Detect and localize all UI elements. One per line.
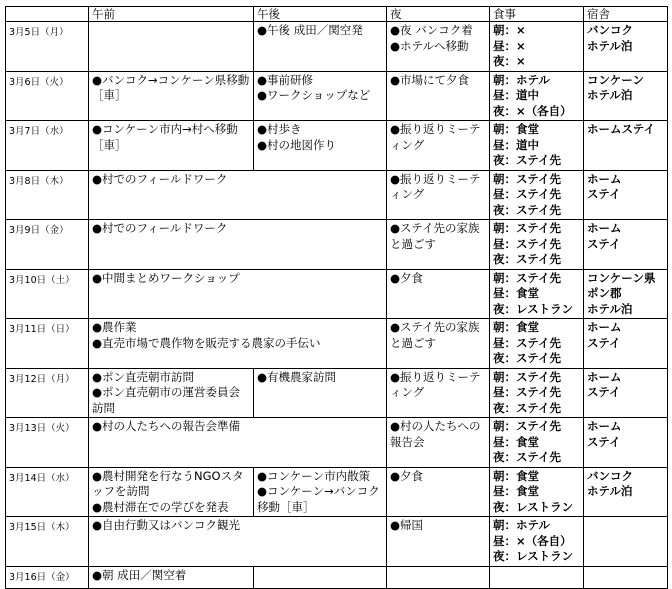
meals-cell — [490, 170, 584, 220]
morning-cell — [89, 368, 254, 418]
meals-cell — [490, 71, 584, 121]
meals-cell — [490, 517, 584, 567]
evening-cell — [387, 418, 490, 468]
lodging-cell-line: ポン郡 — [587, 286, 622, 300]
date-cell: 3月16日（金） — [6, 566, 89, 589]
lodging-cell — [584, 220, 668, 270]
meals-cell-line: 朝：ステイ先 — [493, 270, 561, 285]
date-cell: 3月13日（火） — [6, 418, 89, 468]
date-cell: 3月12日（月） — [6, 368, 89, 418]
evening-cell — [387, 121, 490, 171]
afternoon-cell-line: ●村歩き — [257, 122, 302, 136]
afternoon-cell-line: ●午後 成田／関空発 — [257, 23, 363, 37]
itinerary-table — [5, 6, 668, 589]
morning-cell — [89, 566, 254, 589]
evening-cell — [387, 22, 490, 72]
afternoon-cell-line: ●有機農家訪問 — [257, 369, 337, 384]
lodging-cell-line: ステイ — [587, 236, 621, 251]
meals-cell-line: 昼：×（各自） — [493, 533, 572, 548]
morning-cell — [89, 467, 254, 517]
meals-cell-line: 夜：ステイ先 — [493, 450, 561, 464]
meals-cell — [490, 418, 584, 468]
morning-cell — [89, 121, 254, 171]
evening-cell — [387, 319, 490, 369]
date-cell: 3月8日（木） — [6, 170, 89, 220]
meals-cell-line: 朝：食堂 — [493, 468, 539, 483]
meals-cell-line: 昼：道中 — [493, 137, 539, 152]
lodging-cell — [584, 467, 668, 517]
afternoon-cell-line: ●村の地図作り — [257, 137, 337, 152]
meals-cell-line: 昼：ステイ先 — [493, 335, 561, 350]
day-row — [6, 418, 668, 468]
lodging-cell-line: ホーム — [587, 171, 622, 186]
lodging-cell-line: ホテル泊 — [587, 88, 633, 102]
meals-cell-line: 朝：ホテル — [493, 72, 550, 87]
lodging-cell — [584, 418, 668, 468]
afternoon-cell — [254, 467, 387, 517]
lodging-cell — [584, 71, 668, 121]
morning-afternoon-cell-line: ●村でのフィールドワーク — [92, 221, 228, 235]
evening-cell-line: ●夜 バンコク着 — [390, 23, 473, 37]
meals-cell-line: 昼：食堂 — [493, 484, 539, 498]
lodging-cell — [584, 269, 668, 319]
day-row — [6, 467, 668, 517]
lodging-cell-line: ホーム — [587, 221, 622, 235]
lodging-cell-line: ホーム — [587, 369, 622, 384]
morning-cell-line: ●ポン直売朝市訪問 — [92, 369, 195, 384]
header-afternoon: 午後 — [254, 7, 387, 22]
meals-cell-line: 昼：食堂 — [493, 434, 539, 449]
meals-cell-line: 夜：ステイ先 — [493, 153, 561, 167]
header-evening: 夜 — [387, 7, 490, 22]
afternoon-cell-line: ●コンケーン市内散策 — [257, 468, 371, 483]
evening-cell-line: ●振り返りミーティング — [390, 171, 481, 201]
lodging-cell-line: コンケーン県 — [587, 270, 656, 285]
meals-cell-line: 朝：ステイ先 — [493, 171, 561, 186]
morning-afternoon-cell — [89, 220, 387, 270]
morning-afternoon-cell-line: ●自由行動又はバンコク観光 — [92, 518, 241, 532]
meals-cell-line: 昼：ステイ先 — [493, 236, 561, 251]
evening-cell — [387, 220, 490, 270]
morning-cell-line: ●ポン直売朝市の運営委員会訪問 — [92, 385, 241, 415]
meals-cell — [490, 368, 584, 418]
morning-afternoon-cell — [89, 170, 387, 220]
afternoon-cell — [254, 121, 387, 171]
morning-cell-line: ●バンコク→コンケーン県移動［車］ — [92, 72, 250, 102]
meals-cell-line: 夜：ステイ先 — [493, 400, 561, 415]
lodging-cell — [584, 170, 668, 220]
evening-cell-line: ●夕食 — [390, 468, 424, 483]
afternoon-cell — [254, 566, 387, 589]
afternoon-cell-line: ●コンケーン→バンコク移動［車］ — [257, 484, 380, 514]
meals-cell-line: 朝：ステイ先 — [493, 369, 561, 384]
header-lodging: 宿舎 — [584, 7, 668, 22]
lodging-cell-line: ホテル泊 — [587, 484, 633, 498]
lodging-cell — [584, 368, 668, 418]
morning-cell-line: ●コンケーン市内→村へ移動［車］ — [92, 122, 238, 152]
lodging-cell-line: ホテル泊 — [587, 301, 633, 316]
day-row — [6, 170, 668, 220]
afternoon-cell — [254, 71, 387, 121]
lodging-cell-line: ホテル泊 — [587, 38, 633, 53]
evening-cell — [387, 170, 490, 220]
evening-cell-line: ●村の人たちへの報告会 — [390, 419, 481, 449]
meals-cell-line: 朝：ステイ先 — [493, 221, 561, 235]
date-cell: 3月5日（月） — [6, 22, 89, 72]
meals-cell-line: 朝：ステイ先 — [493, 419, 561, 433]
meals-cell-line: 夜：× — [493, 54, 526, 68]
morning-cell-line: ●農村滞在での学びを発表 — [92, 499, 229, 514]
day-row — [6, 71, 668, 121]
lodging-cell — [584, 22, 668, 72]
lodging-cell-line: ホーム — [587, 320, 622, 334]
meals-cell-line: 朝：ホテル — [493, 518, 550, 532]
morning-cell-line: ●農村開発を行なうNGOスタッフを訪問 — [92, 468, 244, 498]
meals-cell — [490, 22, 584, 72]
evening-cell-line: ●振り返りミーティング — [390, 122, 481, 152]
morning-afternoon-cell-line: ●農作業 — [92, 320, 137, 334]
lodging-cell-line: ステイ — [587, 434, 621, 449]
date-cell: 3月7日（水） — [6, 121, 89, 171]
meals-cell — [490, 319, 584, 369]
header-row — [6, 7, 668, 22]
meals-cell-line: 夜：ステイ先 — [493, 252, 561, 266]
evening-cell-line: ●ステイ先の家族と過ごす — [390, 320, 480, 350]
morning-afternoon-cell-line: ●直売市場で農作物を販売する農家の手伝い — [92, 335, 321, 350]
meals-cell-line: 昼：ステイ先 — [493, 385, 561, 399]
header-morning: 午前 — [89, 7, 254, 22]
evening-cell — [387, 269, 490, 319]
evening-cell-line: ●ホテルへ移動 — [390, 38, 469, 53]
meals-cell-line: 夜：ステイ先 — [493, 351, 561, 365]
meals-cell-line: 夜：ステイ先 — [493, 202, 561, 217]
morning-afternoon-cell — [89, 418, 387, 468]
day-row — [6, 269, 668, 319]
meals-cell-line: 朝：× — [493, 23, 526, 37]
morning-afternoon-cell-line: ●村でのフィールドワーク — [92, 171, 228, 186]
header-date — [6, 7, 89, 22]
lodging-cell-line: ステイ — [587, 335, 621, 350]
date-cell: 3月10日（土） — [6, 269, 89, 319]
day-row — [6, 517, 668, 567]
lodging-cell — [584, 121, 668, 171]
meals-cell-line: 昼：道中 — [493, 88, 539, 102]
morning-cell-line: ●朝 成田／関空着 — [92, 567, 187, 582]
date-cell: 3月14日（水） — [6, 467, 89, 517]
lodging-cell-line: バンコク — [587, 468, 633, 483]
lodging-cell — [584, 517, 668, 567]
lodging-cell-line: ホーム — [587, 419, 622, 433]
evening-cell-line: ●帰国 — [390, 518, 424, 532]
evening-cell — [387, 566, 490, 589]
lodging-cell — [584, 566, 668, 589]
afternoon-cell-line: ●ワークショップなど — [257, 88, 371, 102]
meals-cell — [490, 566, 584, 589]
evening-cell — [387, 517, 490, 567]
day-row — [6, 368, 668, 418]
morning-cell — [89, 22, 254, 72]
day-row — [6, 220, 668, 270]
afternoon-cell — [254, 368, 387, 418]
morning-cell — [89, 71, 254, 121]
afternoon-cell-line: ●事前研修 — [257, 72, 314, 87]
lodging-cell-line: ステイ — [587, 385, 621, 399]
meals-cell-line: 夜：レストラン — [493, 301, 574, 316]
day-row — [6, 22, 668, 72]
morning-afternoon-cell-line: ●中間まとめワークショップ — [92, 270, 240, 285]
day-row — [6, 566, 668, 589]
day-row — [6, 121, 668, 171]
meals-cell-line: 昼：× — [493, 38, 526, 53]
meals-cell-line: 朝：食堂 — [493, 122, 539, 136]
evening-cell — [387, 368, 490, 418]
lodging-cell-line: ホームステイ — [587, 122, 655, 136]
evening-cell-line: ●夕食 — [390, 270, 424, 285]
evening-cell-line: ●振り返りミーティング — [390, 369, 481, 399]
day-row — [6, 319, 668, 369]
evening-cell-line: ●市場にて夕食 — [390, 72, 470, 87]
meals-cell-line: 夜：レストラン — [493, 549, 574, 563]
morning-afternoon-cell — [89, 517, 387, 567]
morning-afternoon-cell-line: ●村の人たちへの報告会準備 — [92, 419, 241, 433]
meals-cell-line: 昼：食堂 — [493, 286, 539, 300]
lodging-cell-line: ステイ — [587, 187, 621, 201]
meals-cell-line: 夜：レストラン — [493, 499, 574, 514]
date-cell: 3月9日（金） — [6, 220, 89, 270]
evening-cell — [387, 71, 490, 121]
date-cell: 3月11日（日） — [6, 319, 89, 369]
header-meals: 食事 — [490, 7, 584, 22]
lodging-cell-line: バンコク — [587, 23, 633, 37]
evening-cell-line: ●ステイ先の家族と過ごす — [390, 221, 480, 251]
morning-afternoon-cell — [89, 269, 387, 319]
date-cell: 3月15日（木） — [6, 517, 89, 567]
meals-cell-line: 昼：ステイ先 — [493, 187, 561, 201]
morning-afternoon-cell — [89, 319, 387, 369]
meals-cell — [490, 467, 584, 517]
meals-cell — [490, 269, 584, 319]
meals-cell — [490, 220, 584, 270]
date-cell: 3月6日（火） — [6, 71, 89, 121]
afternoon-cell — [254, 22, 387, 72]
meals-cell-line: 夜：×（各自） — [493, 103, 572, 118]
lodging-cell-line: コンケーン — [587, 72, 645, 87]
lodging-cell — [584, 319, 668, 369]
meals-cell-line: 朝：食堂 — [493, 320, 539, 334]
meals-cell — [490, 121, 584, 171]
evening-cell — [387, 467, 490, 517]
